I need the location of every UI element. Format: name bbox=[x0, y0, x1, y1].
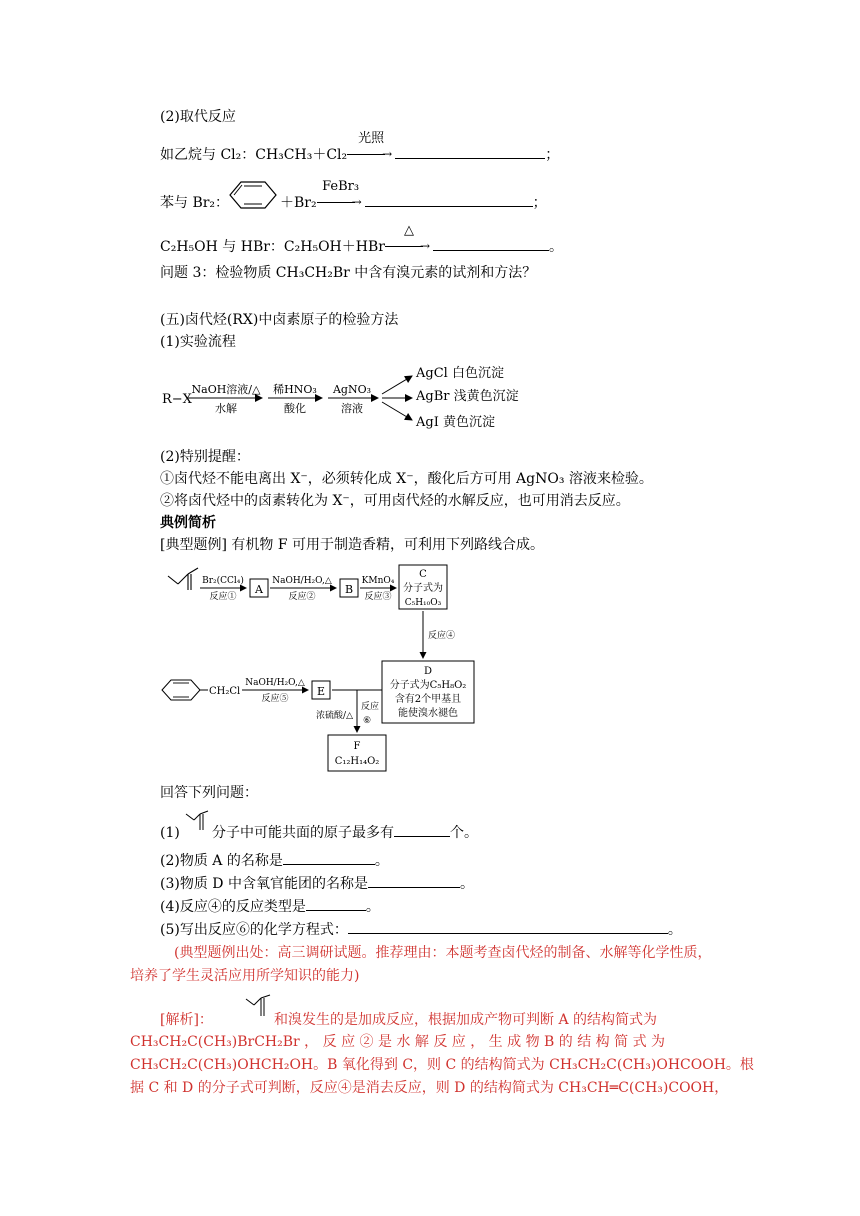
example-intro: [典型题例] 有机物 F 可用于制造香精，可利用下列路线合成。 bbox=[160, 537, 544, 553]
benzyl-substituent: CH₂Cl bbox=[209, 686, 241, 697]
equation-benzene-rest bbox=[280, 179, 547, 212]
analysis-line1: 和溴发生的是加成反应，根据加成产物可判断 A 的结构简式为 bbox=[274, 1012, 658, 1028]
answer-blank[interactable] bbox=[394, 824, 450, 837]
box-D-line4: 能使溴水褪色 bbox=[398, 708, 458, 719]
answer-blank[interactable] bbox=[306, 898, 366, 911]
scheme-r1-bottom: 反应① bbox=[209, 592, 237, 602]
answer-blank[interactable] bbox=[283, 852, 375, 865]
example-heading: 典例简析 bbox=[160, 515, 216, 531]
equation-benzene-br2 bbox=[160, 194, 229, 212]
q2-end: 。 bbox=[374, 853, 389, 869]
equation-ethane-cl2 bbox=[160, 131, 560, 164]
q3-end: 。 bbox=[459, 876, 474, 892]
reaction-arrow-febr3: FeBr₃ → bbox=[317, 194, 365, 212]
source-note-line1: (典型题例出处：高三调研试题。推荐理由：本题考查卤代烃的制备、水解等化学性质， bbox=[174, 945, 712, 961]
box-D-line3: 含有2个甲基且 bbox=[394, 694, 462, 705]
experiment-flow-diagram bbox=[156, 356, 536, 438]
box-D-line2: 分子式为C₅H₈O₂ bbox=[389, 680, 467, 691]
answer-prompt: 回答下列问题： bbox=[160, 785, 258, 801]
flow-step2-top: 稀HNO₃ bbox=[273, 383, 317, 396]
scheme-r3-top: KMnO₄ bbox=[361, 576, 395, 586]
equation-prefix: 如乙烷与 Cl₂：CH₃CH₃＋Cl₂ bbox=[160, 147, 348, 163]
punct: 。 bbox=[549, 239, 564, 255]
flow-step2-bottom: 酸化 bbox=[284, 402, 306, 415]
scheme-r2-top: NaOH/H₂O,△ bbox=[272, 576, 332, 586]
q1-number: (1) bbox=[160, 825, 180, 841]
section-title-halogen-test: (五)卤代烃(RX)中卤素原子的检验方法 bbox=[160, 312, 399, 328]
note-2: ②将卤代烃中的卤素转化为 X⁻，可用卤代烃的水解反应，也可用消去反应。 bbox=[160, 493, 630, 509]
source-note-line2: 培养了学生灵活应用所学知识的能力) bbox=[130, 968, 360, 984]
box-C-line3: C₅H₁₀O₃ bbox=[404, 598, 442, 608]
box-C-line1: C bbox=[419, 569, 427, 580]
scheme-r5-bottom: 反应⑤ bbox=[261, 694, 289, 704]
box-C-line2: 分子式为 bbox=[403, 583, 443, 594]
answer-blank[interactable] bbox=[348, 921, 668, 934]
q4-end: 。 bbox=[365, 899, 380, 915]
alkene-analysis-icon bbox=[244, 994, 274, 1020]
q1-text: 分子中可能共面的原子最多有 bbox=[212, 825, 394, 841]
equation-prefix: 苯与 Br₂： bbox=[160, 195, 230, 211]
q5-end: 。 bbox=[667, 922, 682, 938]
box-E-label: E bbox=[316, 685, 326, 698]
q4-text: (4)反应④的反应类型是 bbox=[160, 899, 306, 915]
flow-out-agi: AgI 黄色沉淀 bbox=[416, 415, 495, 430]
answer-blank[interactable] bbox=[433, 238, 549, 251]
analysis-line2: CH₃CH₂C(CH₃)BrCH₂Br ， 反 应 ② 是 水 解 反 应 ， 生 成 物 B 的 结 构 简 式 为 bbox=[130, 1034, 666, 1050]
equation-prefix: C₂H₅OH 与 HBr：C₂H₅OH＋HBr bbox=[160, 239, 385, 255]
answer-blank[interactable] bbox=[395, 146, 545, 159]
question-1 bbox=[160, 824, 180, 842]
box-F-line2: C₁₂H₁₄O₂ bbox=[334, 756, 380, 767]
section-title-substitution: (2)取代反应 bbox=[160, 109, 236, 125]
question-3: 问题 3：检验物质 CH₃CH₂Br 中含有溴元素的试剂和方法？ bbox=[160, 265, 537, 281]
alkene-skeleton-icon bbox=[168, 568, 198, 590]
question-2 bbox=[160, 852, 389, 870]
analysis-label: [解析]： bbox=[160, 1012, 213, 1028]
scheme-r4: 反应④ bbox=[428, 631, 456, 641]
flow-step1-bottom: 水解 bbox=[215, 402, 237, 415]
flow-step3-bottom: 溶液 bbox=[341, 402, 363, 415]
q5-text: (5)写出反应⑥的化学方程式： bbox=[160, 922, 348, 938]
flow-step1-top: NaOH溶液/△ bbox=[191, 383, 261, 396]
question-5 bbox=[160, 921, 682, 939]
arrow-condition-heat: △ bbox=[403, 223, 414, 238]
box-B-label: B bbox=[344, 583, 354, 596]
reaction-arrow-heat: △ → bbox=[385, 238, 433, 256]
box-F-line1: F bbox=[353, 741, 361, 752]
q2-text: (2)物质 A 的名称是 bbox=[160, 853, 283, 869]
flow-step3-top: AgNO₃ bbox=[332, 383, 372, 396]
subsection-notice: (2)特别提醒： bbox=[160, 449, 250, 465]
benzyl-ring-icon bbox=[162, 680, 208, 700]
answer-blank[interactable] bbox=[365, 194, 533, 207]
analysis-line3: CH₃CH₂C(CH₃)OHCH₂OH。B 氧化得到 C，则 C 的结构简式为 CH₃CH₂C(CH₃)OHCOOH。根 bbox=[130, 1057, 754, 1073]
alkene-small-icon bbox=[184, 810, 212, 834]
scheme-r5-top: NaOH/H₂O,△ bbox=[245, 678, 305, 688]
flow-out-agbr: AgBr 浅黄色沉淀 bbox=[416, 389, 519, 404]
scheme-r3-bottom: 反应③ bbox=[364, 592, 392, 602]
scheme-r1-top: Br₂(CCl₄) bbox=[202, 576, 244, 586]
question-3-sub bbox=[160, 875, 474, 893]
answer-blank[interactable] bbox=[368, 875, 460, 888]
flow-out-agcl: AgCl 白色沉淀 bbox=[416, 366, 504, 381]
arrow-condition-light: 光照 bbox=[358, 131, 385, 146]
scheme-r6-right2: ⑥ bbox=[363, 716, 372, 726]
q3-text: (3)物质 D 中含氧官能团的名称是 bbox=[160, 876, 368, 892]
scheme-r6-right1: 反应 bbox=[361, 702, 380, 712]
analysis-line4: 据 C 和 D 的分子式可判断，反应④是消去反应，则 D 的结构简式为 CH₃CH═C(CH₃)COOH， bbox=[130, 1080, 729, 1096]
benzene-ring-icon bbox=[228, 180, 278, 210]
flow-start: R−X bbox=[162, 392, 192, 407]
synthesis-scheme bbox=[160, 562, 490, 774]
equation-ethanol-hbr bbox=[160, 223, 564, 256]
question-4 bbox=[160, 898, 380, 916]
reaction-arrow-light: 光照 → bbox=[347, 146, 395, 164]
punct: ； bbox=[532, 195, 547, 211]
box-D-line1: D bbox=[423, 666, 433, 677]
scheme-r2-bottom: 反应② bbox=[288, 592, 316, 602]
subsection-flow: (1)实验流程 bbox=[160, 334, 236, 350]
scheme-r6-left: 浓硫酸/△ bbox=[316, 711, 353, 721]
question-1-text bbox=[212, 824, 478, 842]
note-1: ①卤代烃不能电离出 X⁻，必须转化成 X⁻，酸化后方可用 AgNO₃ 溶液来检验。 bbox=[160, 471, 653, 487]
equation-reagent: ＋Br₂ bbox=[280, 195, 317, 211]
box-A-label: A bbox=[255, 583, 263, 596]
q1-end: 个。 bbox=[450, 825, 478, 841]
arrow-condition-febr3: FeBr₃ bbox=[322, 179, 360, 194]
punct: ； bbox=[545, 147, 560, 163]
